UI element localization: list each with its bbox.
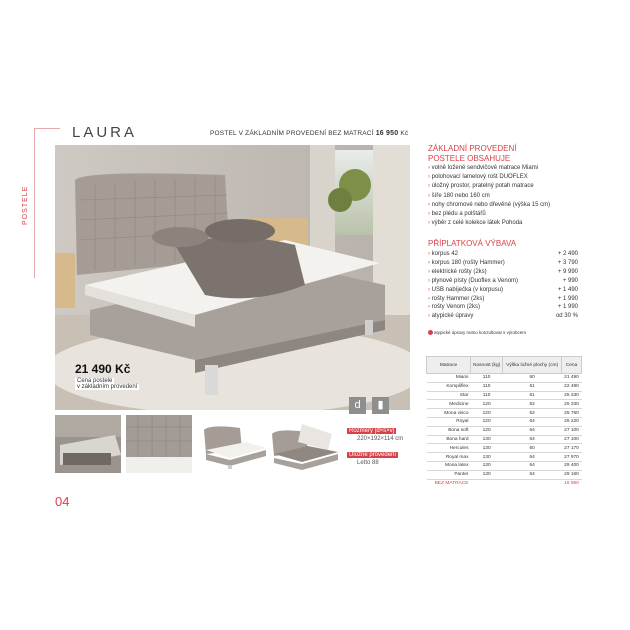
table-cell: Kompliflex <box>427 382 471 391</box>
extra-item <box>428 250 578 259</box>
table-cell: Mona latex <box>427 461 471 470</box>
price-box <box>75 362 139 390</box>
extra-label: › rošty Venom (2ks) <box>428 303 480 312</box>
table-cell: 62 <box>503 409 562 418</box>
extra-section-title: PŘÍPLATKOVÁ VÝBAVA <box>428 239 517 248</box>
product-title: LAURA <box>72 124 138 141</box>
table-cell: 130 <box>471 461 503 470</box>
table-header-cell: Matrace <box>427 357 471 374</box>
table-cell: 25 330 <box>562 400 582 409</box>
table-cell: Medicine <box>427 400 471 409</box>
table-cell: 110 <box>471 382 503 391</box>
table-cell <box>471 479 503 487</box>
extra-item <box>428 259 578 268</box>
extra-price: + 3 790 <box>557 259 578 266</box>
basic-list <box>428 164 588 228</box>
table-row <box>427 479 582 487</box>
basic-item: › výběr z celé kolekce látek Pohoda <box>428 219 588 228</box>
table-cell: Bona soft <box>427 426 471 435</box>
extra-price: + 990 <box>562 277 578 284</box>
extra-item <box>428 268 578 277</box>
mattress-price-table <box>426 356 582 487</box>
table-cell: Miami <box>427 374 471 383</box>
bed-variant-2-image <box>268 420 343 470</box>
table-cell: 120 <box>471 409 503 418</box>
table-cell: 60 <box>503 444 562 453</box>
table-cell: 64 <box>503 453 562 462</box>
table-cell: 130 <box>471 453 503 462</box>
table-row <box>427 400 582 409</box>
extra-item <box>428 312 578 321</box>
bed-variant-1 <box>200 420 270 470</box>
thumb-detail-2-image <box>126 415 192 473</box>
table-cell: 64 <box>503 461 562 470</box>
extra-price: + 1 990 <box>557 295 578 302</box>
extra-item <box>428 303 578 312</box>
subtitle-currency: Kč <box>400 130 409 137</box>
extra-item <box>428 277 578 286</box>
table-cell: 120 <box>471 417 503 426</box>
table-cell: 64 <box>503 426 562 435</box>
table-header <box>427 357 582 374</box>
table-cell: 22 490 <box>562 382 582 391</box>
basic-title-line-2: POSTELE OBSAHUJE <box>428 154 511 163</box>
table-row <box>427 470 582 479</box>
basic-item: › úložný prostor, pratelný potah matrace <box>428 182 588 191</box>
table-cell: 130 <box>471 444 503 453</box>
table-cell: 26 220 <box>562 417 582 426</box>
table-row <box>427 382 582 391</box>
table-cell: 25 760 <box>562 409 582 418</box>
extra-item <box>428 286 578 295</box>
table-cell: 27 170 <box>562 444 582 453</box>
extra-label: › korpus 180 (rošty Hammer) <box>428 259 505 268</box>
bed-variant-1-image <box>200 420 270 470</box>
extra-label: › USB nabíječka (v korpusu) <box>428 286 503 295</box>
extra-label: › plynové písty (Duoflex a Venom) <box>428 277 518 286</box>
basic-section-title <box>428 144 516 164</box>
side-line <box>34 128 35 278</box>
basic-item: › bez plédu a polštářů <box>428 210 588 219</box>
basic-item: › šíře 180 nebo 160 cm <box>428 192 588 201</box>
usb-icon: ▮ <box>372 397 389 414</box>
side-label: POSTELE <box>22 185 29 225</box>
basic-item: › nohy chromové nebo dřevěné (výška 15 cm) <box>428 201 588 210</box>
table-cell: Bona hard <box>427 435 471 444</box>
table-row <box>427 435 582 444</box>
subtitle-price: 16 950 <box>375 130 399 137</box>
extra-price: + 1 990 <box>557 304 578 311</box>
table-row <box>427 374 582 383</box>
table-row <box>427 461 582 470</box>
extra-label: › elektrické rošty (2ks) <box>428 268 487 277</box>
extra-label: › atypické úpravy <box>428 312 473 321</box>
drawer-icon: d <box>349 397 366 414</box>
note-dot-icon <box>428 330 433 335</box>
extra-price: od 30 % <box>555 313 578 320</box>
table-header-cell: Nosnost (kg) <box>471 357 503 374</box>
photo-caption-1: Cena postele <box>77 378 113 384</box>
thumb-detail-1-image <box>55 415 121 473</box>
table-row <box>427 417 582 426</box>
bed-variant-2 <box>268 420 343 470</box>
extra-price: + 1 490 <box>557 286 578 293</box>
table-cell: Royal max <box>427 453 471 462</box>
table-row <box>427 426 582 435</box>
table-cell: 61 <box>503 391 562 400</box>
table-cell: 64 <box>503 417 562 426</box>
basic-item: › polohovací lamelový rošt DUOFLEX <box>428 173 588 182</box>
table-cell: 29 400 <box>562 461 582 470</box>
table-cell: 27 100 <box>562 435 582 444</box>
table-row <box>427 453 582 462</box>
photo-price: 21 490 Kč <box>75 362 131 376</box>
header-line <box>34 128 60 129</box>
photo-caption-2: v základním provedení <box>77 384 138 390</box>
table-cell: 64 <box>503 435 562 444</box>
storage-value: Letto 88 <box>357 460 379 466</box>
extra-label: › rošty Hammer (2ks) <box>428 295 484 304</box>
table-cell: Hercules <box>427 444 471 453</box>
note-text: atypické úpravy nutno konzultovat s výrobcem <box>434 330 527 335</box>
table-header-cell: Cena <box>562 357 582 374</box>
table-cell: 110 <box>471 391 503 400</box>
table-row <box>427 444 582 453</box>
basic-title-line-1: ZÁKLADNÍ PROVEDENÍ <box>428 144 517 153</box>
table-cell: 120 <box>471 426 503 435</box>
dimensions-label: Rozměry [d×š×v] <box>349 428 395 434</box>
table-cell <box>503 479 562 487</box>
table-cell: 130 <box>471 435 503 444</box>
table-cell: 130 <box>471 470 503 479</box>
extra-price: + 2 490 <box>557 251 578 257</box>
product-subtitle <box>210 130 408 137</box>
table-cell: 25 330 <box>562 391 582 400</box>
subtitle-text: POSTEL V ZÁKLADNÍM PROVEDENÍ BEZ MATRACÍ <box>210 130 374 137</box>
atypical-note <box>428 330 526 335</box>
extra-item <box>428 295 578 304</box>
table-cell: 27 100 <box>562 426 582 435</box>
table-cell: 110 <box>471 374 503 383</box>
thumb-detail-2 <box>126 415 192 473</box>
storage-label: Uložné provedení <box>349 452 397 458</box>
table-cell: 61 <box>503 382 562 391</box>
table-header-cell: Výška ložné plochy (cm) <box>503 357 562 374</box>
extra-label: › korpus 42 <box>428 250 458 259</box>
table-cell: BEZ MATRACE <box>434 480 469 486</box>
table-cell: 64 <box>503 470 562 479</box>
table-cell: 21 490 <box>562 374 582 383</box>
extra-price: + 9 990 <box>557 268 578 275</box>
table-cell: 60 <box>503 374 562 383</box>
table-cell: 62 <box>503 400 562 409</box>
table-cell: Royal <box>427 417 471 426</box>
table-cell: Mona visco <box>427 409 471 418</box>
table-cell: Star <box>427 391 471 400</box>
table-cell: 29 160 <box>562 470 582 479</box>
thumb-detail-1 <box>55 415 121 473</box>
extras-list <box>428 250 578 321</box>
table-cell: 120 <box>471 400 503 409</box>
table-cell: Panter <box>427 470 471 479</box>
page-number: 04 <box>55 494 70 509</box>
table-cell: 27 970 <box>562 453 582 462</box>
table-cell: 16 950 <box>564 480 579 486</box>
dimensions-value: 220×192×114 cm <box>357 436 404 442</box>
basic-item: › volně ložené sendvičové matrace Miami <box>428 164 588 173</box>
table-row <box>427 409 582 418</box>
table-row <box>427 391 582 400</box>
